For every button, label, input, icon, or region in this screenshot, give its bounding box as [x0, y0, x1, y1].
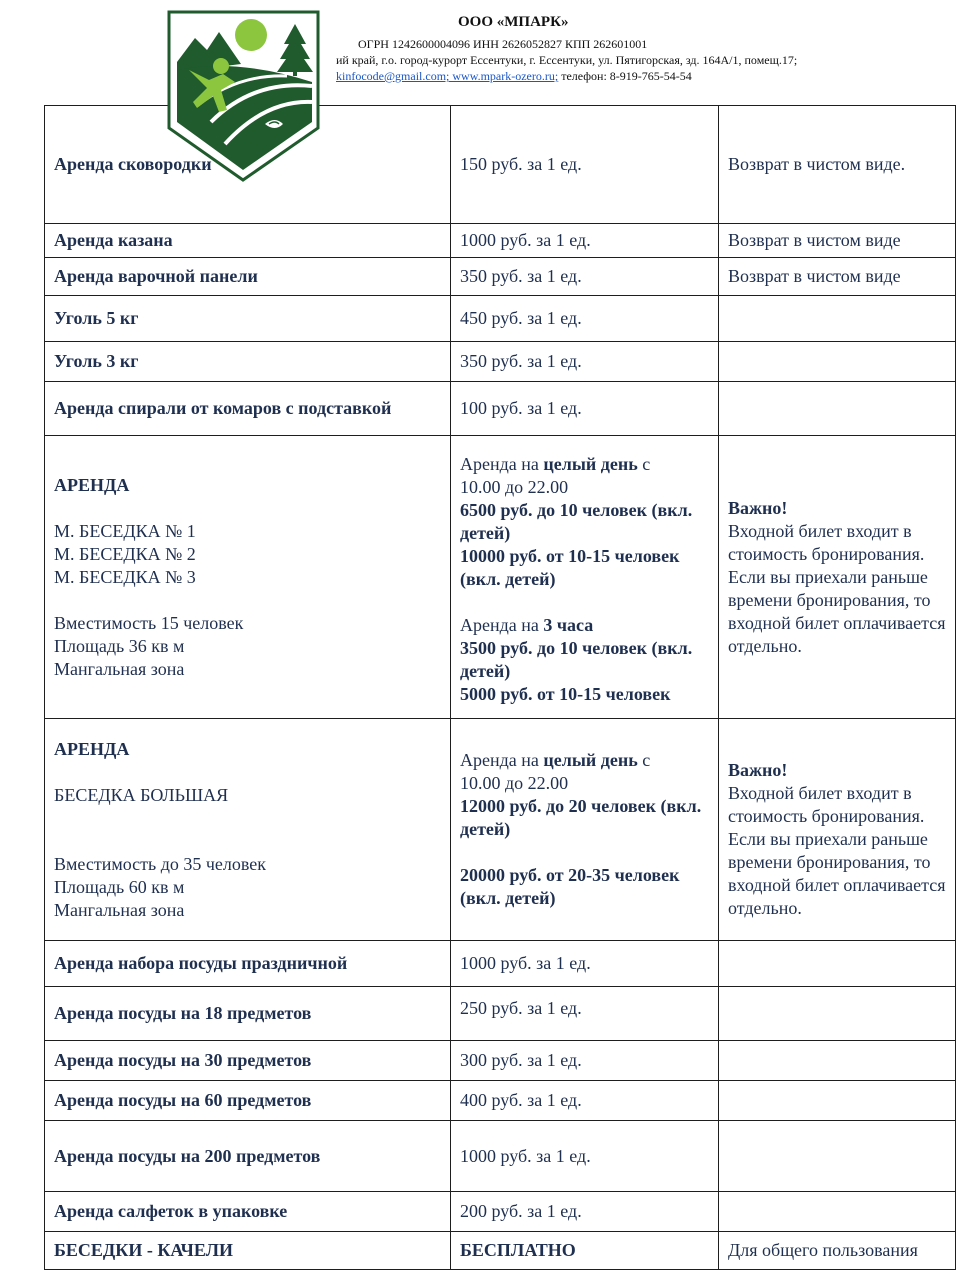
- note-cell: [719, 1121, 956, 1192]
- note-cell: Возврат в чистом виде: [719, 258, 956, 296]
- price-cell: 450 руб. за 1 ед.: [451, 296, 719, 342]
- item-cell: Аренда посуды на 18 предметов: [45, 987, 451, 1041]
- important-heading: Важно!: [728, 497, 788, 518]
- capacity: Вместимость до 35 человек: [54, 853, 267, 874]
- price-cell: 150 руб. за 1 ед.: [451, 106, 719, 224]
- price-cell: БЕСПЛАТНО: [451, 1232, 719, 1270]
- day-rental-line: Аренда на целый день с: [460, 750, 651, 770]
- item-cell: Аренда посуды на 30 предметов: [45, 1041, 451, 1081]
- note-cell: [719, 382, 956, 436]
- price-cell: 200 руб. за 1 ед.: [451, 1192, 719, 1232]
- note-cell: [719, 1081, 956, 1121]
- item-cell: [45, 436, 451, 719]
- price-cell: 1000 руб. за 1 ед.: [451, 941, 719, 987]
- gazebo-name: М. БЕСЕДКА № 3: [54, 566, 196, 587]
- table-row-small-gazebo: [45, 436, 956, 719]
- company-name: ООО «МПАРК»: [458, 14, 569, 30]
- table-row: [45, 987, 956, 1041]
- item-cell: [45, 719, 451, 941]
- hours-price-tier: 3500 руб. до 10 человек (вкл. детей): [460, 637, 693, 681]
- table-row: [45, 258, 956, 296]
- letterhead: [0, 0, 970, 100]
- note-cell: Возврат в чистом виде.: [719, 106, 956, 224]
- hours-rental-line: Аренда на 3 часа: [460, 614, 594, 635]
- price-cell: 350 руб. за 1 ед.: [451, 342, 719, 382]
- item-cell: Аренда набора посуды праздничной: [45, 941, 451, 987]
- item-cell: Аренда казана: [45, 224, 451, 258]
- price-cell: 350 руб. за 1 ед.: [451, 258, 719, 296]
- note-cell: [719, 342, 956, 382]
- capacity: Вместимость 15 человек: [54, 612, 244, 633]
- price-cell: 300 руб. за 1 ед.: [451, 1041, 719, 1081]
- table-row: [45, 382, 956, 436]
- contact-links[interactable]: kinfocode@gmail.com; www.mpark-ozero.ru;: [336, 69, 559, 83]
- price-table: [44, 105, 956, 1270]
- gazebo-name: БЕСЕДКА БОЛЬШАЯ: [54, 784, 229, 805]
- price-cell: 400 руб. за 1 ед.: [451, 1081, 719, 1121]
- registration-numbers: ОГРН 1242600004096 ИНН 2626052827 КПП 262601001: [358, 37, 648, 51]
- day-rental-time: 10.00 до 22.00: [460, 476, 569, 497]
- important-heading: Важно!: [728, 760, 788, 780]
- contact-phone: телефон: 8-919-765-54-54: [558, 69, 692, 83]
- day-rental-line: Аренда на целый день с: [460, 453, 651, 474]
- item-cell: Аренда салфеток в упаковке: [45, 1192, 451, 1232]
- bbq-zone: Мангальная зона: [54, 899, 185, 920]
- price-cell: 1000 руб. за 1 ед.: [451, 1121, 719, 1192]
- item-cell: Аренда сковородки: [45, 106, 451, 224]
- item-cell: Уголь 5 кг: [45, 296, 451, 342]
- price-cell: 100 руб. за 1 ед.: [451, 382, 719, 436]
- item-cell: Аренда спирали от комаров с подставкой: [45, 382, 451, 436]
- item-cell: Аренда посуды на 200 предметов: [45, 1121, 451, 1192]
- day-price-tier: 10000 руб. от 10-15 человек (вкл. детей): [460, 545, 680, 589]
- day-price-tier: 20000 руб. от 20-35 человек (вкл. детей): [460, 865, 680, 908]
- gazebo-name: М. БЕСЕДКА № 2: [54, 543, 196, 564]
- area: Площадь 36 кв м: [54, 635, 185, 656]
- gazebo-name: М. БЕСЕДКА № 1: [54, 520, 196, 541]
- item-cell: Уголь 3 кг: [45, 342, 451, 382]
- rental-heading: АРЕНДА: [54, 738, 130, 759]
- table-row-big-gazebo: [45, 719, 956, 941]
- area: Площадь 60 кв м: [54, 876, 185, 897]
- note-cell: [719, 987, 956, 1041]
- day-price-tier: 12000 руб. до 20 человек (вкл. детей): [460, 796, 702, 839]
- item-cell: Аренда посуды на 60 предметов: [45, 1081, 451, 1121]
- day-rental-time: 10.00 до 22.00: [460, 773, 569, 793]
- price-cell: 250 руб. за 1 ед.: [451, 987, 719, 1041]
- important-text: Входной билет входит в стоимость бронирования. Если вы приехали раньше времени бронирования, то входной билет оплачивается отдельно.: [728, 783, 946, 918]
- table-row: [45, 941, 956, 987]
- table-row: [45, 224, 956, 258]
- note-cell: Для общего пользования: [719, 1232, 956, 1270]
- company-address: ий край, г.о. город-курорт Ессентуки, г. Ессентуки, ул. Пятигорская, зд. 164А/1, помещ.17;: [336, 53, 798, 67]
- note-cell: [719, 1192, 956, 1232]
- note-cell: [719, 436, 956, 719]
- table-row: [45, 1121, 956, 1192]
- park-logo-icon: [167, 10, 320, 182]
- item-cell: Аренда варочной панели: [45, 258, 451, 296]
- price-cell: [451, 719, 719, 941]
- note-cell: [719, 719, 956, 941]
- table-row: [45, 296, 956, 342]
- note-cell: [719, 941, 956, 987]
- note-cell: [719, 1041, 956, 1081]
- item-cell: БЕСЕДКИ - КАЧЕЛИ: [45, 1232, 451, 1270]
- table-row: [45, 1232, 956, 1270]
- rental-heading: АРЕНДА: [54, 474, 130, 495]
- note-cell: Возврат в чистом виде: [719, 224, 956, 258]
- day-price-tier: 6500 руб. до 10 человек (вкл. детей): [460, 499, 693, 543]
- important-text: Входной билет входит в стоимость бронирования. Если вы приехали раньше времени бронирования, то входной билет оплачивается отдельно.: [728, 520, 946, 656]
- table-row: [45, 1041, 956, 1081]
- table-row: [45, 1192, 956, 1232]
- hours-price-tier: 5000 руб. от 10-15 человек: [460, 683, 671, 704]
- price-cell: 1000 руб. за 1 ед.: [451, 224, 719, 258]
- bbq-zone: Мангальная зона: [54, 658, 185, 679]
- table-row: [45, 342, 956, 382]
- note-cell: [719, 296, 956, 342]
- contacts-line: [336, 69, 692, 84]
- price-cell: [451, 436, 719, 719]
- table-row: [45, 1081, 956, 1121]
